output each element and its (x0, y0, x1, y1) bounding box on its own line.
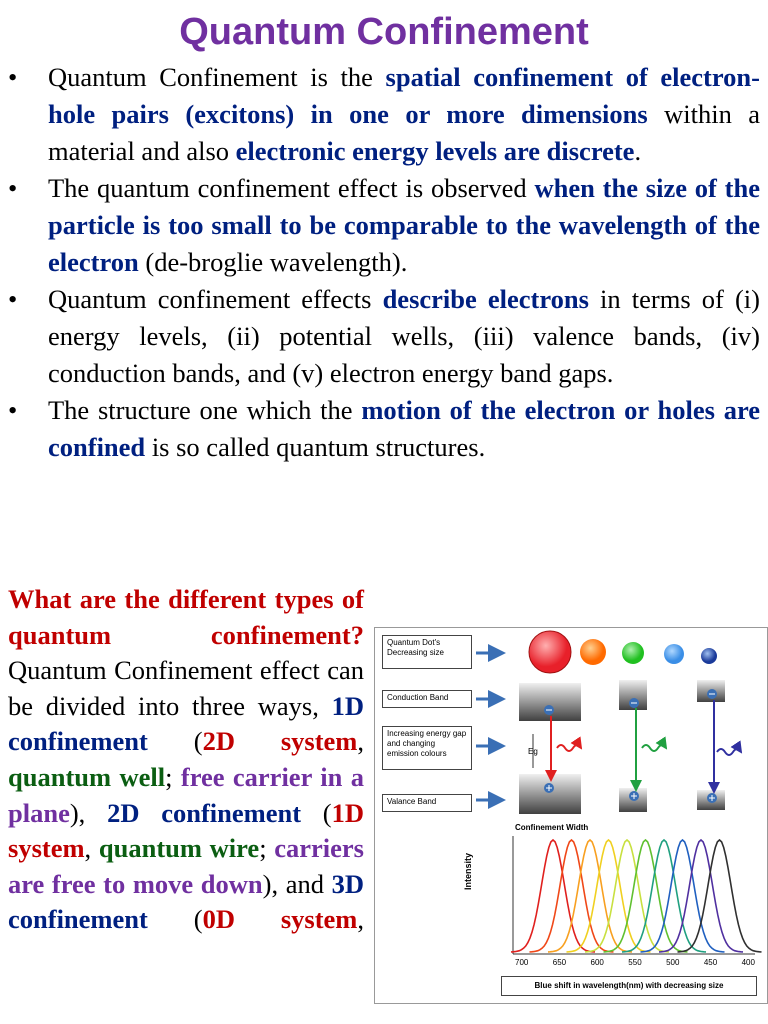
label-energy-gap: Increasing energy gap and changing emission colours (382, 726, 472, 770)
label-conduction-band: Conduction Band (382, 690, 472, 708)
x-tick: 550 (628, 958, 642, 967)
confinement-types-section (8, 582, 364, 938)
emission-spectra (511, 840, 762, 952)
emission-peak (548, 840, 632, 952)
emission-peak (585, 840, 669, 952)
x-tick: 650 (552, 958, 567, 967)
x-tick: 500 (666, 958, 680, 967)
quantum-dot-icon (701, 648, 717, 664)
bullet-icon: • (8, 395, 18, 425)
figure-caption: Blue shift in wavelength(nm) with decreasing size (501, 976, 757, 996)
emission-peak (604, 840, 688, 952)
section-question: What are the different types of quantum confinement? (8, 584, 364, 650)
quantum-dot-icon (622, 642, 644, 664)
quantum-dot-icon (529, 631, 571, 673)
quantum-dot-icon (664, 644, 684, 664)
eg-label: Eg (528, 747, 538, 756)
intensity-axis-label: Intensity (463, 852, 473, 890)
emission-peak (530, 840, 614, 952)
emission-peak (622, 840, 706, 952)
bullet-item: • The structure one which the motion of the electron or holes are confined is so called quantum structures. (8, 392, 760, 466)
bullet-icon: • (8, 62, 18, 92)
quantum-dot-figure (374, 627, 768, 1004)
x-tick: 700 (515, 958, 529, 967)
x-tick: 450 (703, 958, 718, 967)
emission-peak (659, 840, 743, 952)
label-quantum-dots: Quantum Dot's Decreasing size (382, 635, 472, 669)
x-axis-ticks (515, 958, 755, 967)
emission-peak (567, 840, 651, 952)
x-tick: 400 (741, 958, 755, 967)
x-tick: 600 (590, 958, 604, 967)
emission-peak (678, 840, 762, 952)
quantum-dot-icon (580, 639, 606, 665)
bullet-item: • The quantum confinement effect is observed when the size of the particle is too small to be comparable to the wavelength of the electron (de-broglie wavelength). (8, 170, 760, 281)
confinement-width-label: Confinement Width (515, 823, 589, 832)
label-valance-band: Valance Band (382, 794, 472, 812)
bullet-item: • Quantum confinement effects describe electrons in terms of (i) energy levels, (ii) potential wells, (iii) valence bands, (iv) conduction bands, and (v) electron energy band gaps. (8, 281, 760, 392)
emission-peak (641, 840, 725, 952)
bullet-icon: • (8, 284, 18, 314)
bullet-list (8, 59, 760, 466)
emission-peak (511, 840, 595, 952)
page-title: Quantum Confinement (179, 11, 589, 53)
figure-graphic (375, 628, 768, 1005)
section-paragraph: Quantum Confinement effect can be divided into three ways, 1D confinement (2D system, quantum well; free carrier in a plane), 2D confinement (1D system, quantum wire; carriers are free to move down), and 3D confinement (0D system, (8, 655, 365, 935)
bullet-item: • Quantum Confinement is the spatial confinement of electron-hole pairs (excitons) in one or more dimensions within a material and also electronic energy levels are discrete. (8, 59, 760, 170)
conduction-band-block (519, 683, 581, 721)
bullet-icon: • (8, 173, 18, 203)
